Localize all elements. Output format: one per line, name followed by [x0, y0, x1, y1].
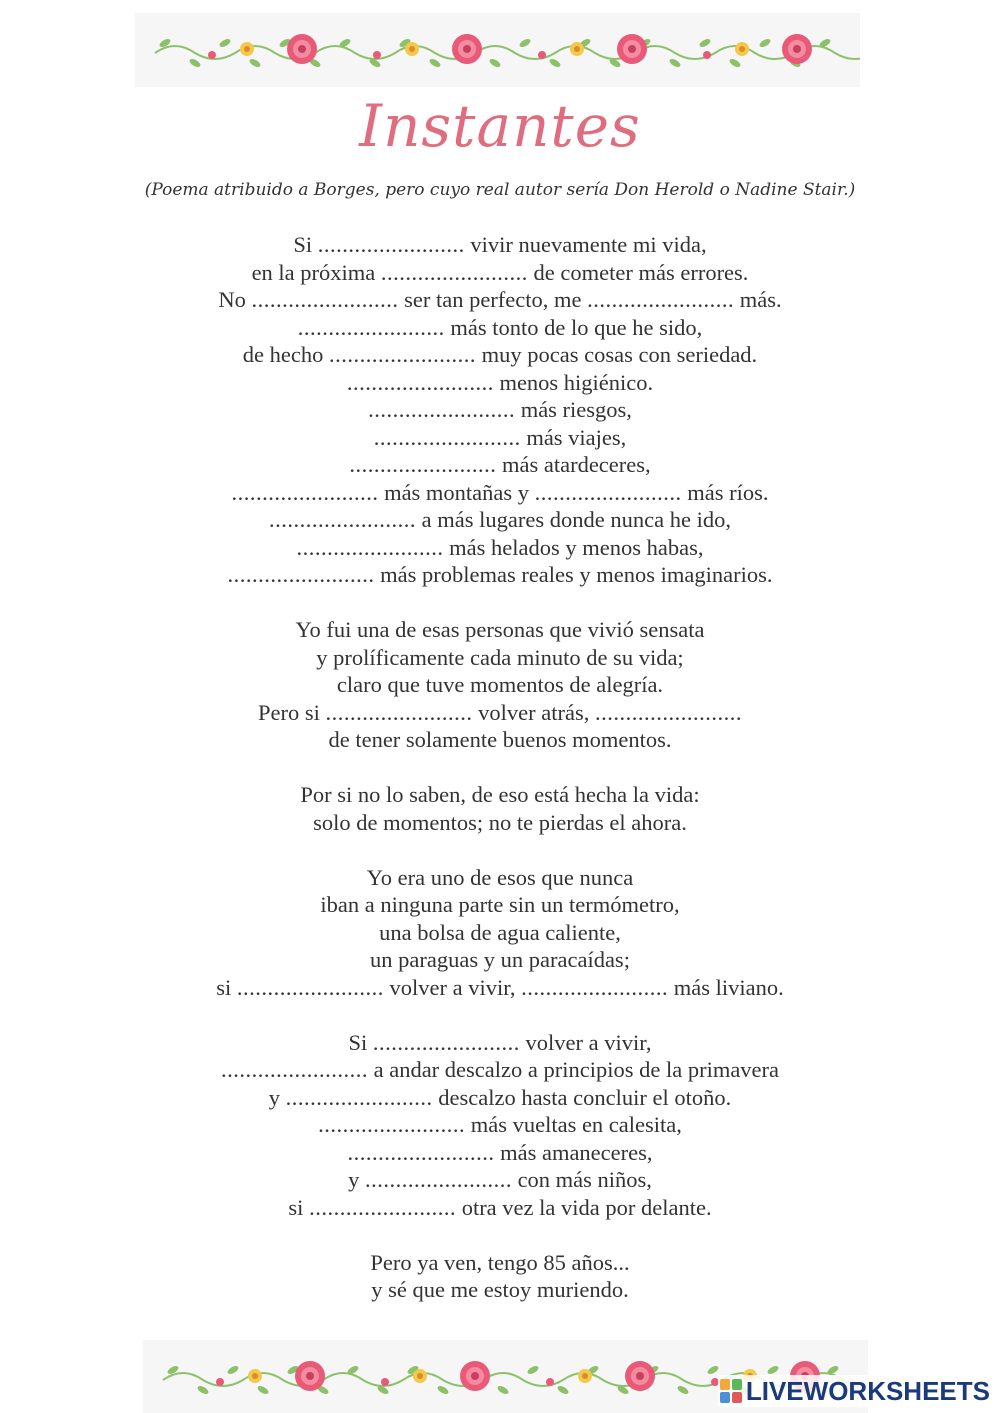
- fill-in-blank[interactable]: ........................: [347, 1139, 495, 1165]
- poem-line: [0, 1166, 1000, 1194]
- poem-text: más amaneceres,: [494, 1139, 653, 1165]
- fill-in-blank[interactable]: ........................: [325, 699, 473, 725]
- poem-text: más montañas y: [378, 479, 535, 505]
- poem-text: menos higiénico.: [493, 369, 654, 395]
- fill-in-blank[interactable]: ........................: [236, 974, 384, 1000]
- poem-text: a andar descalzo a principios de la primavera: [367, 1057, 780, 1082]
- poem-text: No: [218, 287, 252, 312]
- poem-text: descalzo hasta concluir el otoño.: [432, 1084, 732, 1110]
- poem-text: claro que tuve momentos de alegría.: [336, 672, 664, 697]
- poem-line: [0, 699, 1000, 727]
- poem-text: si: [216, 974, 237, 1000]
- poem-text: más tonto de lo que he sido,: [444, 314, 703, 340]
- top-floral-banner: [135, 13, 860, 87]
- poem-line: [0, 1194, 1000, 1222]
- poem-line: [0, 671, 1000, 699]
- fill-in-blank[interactable]: ........................: [368, 397, 516, 422]
- poem-text: con más niños,: [511, 1167, 652, 1192]
- poem-line: [0, 644, 1000, 672]
- fill-in-blank[interactable]: ........................: [329, 342, 477, 367]
- poem-text: volver a vivir,: [519, 1029, 652, 1055]
- poem-line: [0, 506, 1000, 534]
- poem-text: Por si no lo saben, de eso está hecha la vida:: [300, 782, 700, 807]
- fill-in-blank[interactable]: ........................: [309, 1194, 457, 1220]
- poem-text: y prolíficamente cada minuto de su vida;: [316, 644, 684, 670]
- poem-line: [0, 726, 1000, 754]
- poem-line: [0, 534, 1000, 562]
- poem-line: [0, 314, 1000, 342]
- liveworksheets-logo[interactable]: [718, 1375, 992, 1407]
- poem-text: Yo fui una de esas personas que vivió sensata: [295, 617, 705, 642]
- fill-in-blank[interactable]: ........................: [285, 1084, 433, 1110]
- poem-line: [0, 974, 1000, 1002]
- fill-in-blank[interactable]: ........................: [269, 507, 417, 532]
- poem-text: iban a ninguna parte sin un termómetro,: [320, 892, 680, 917]
- poem-line: [0, 1056, 1000, 1084]
- poem-text: Si: [293, 232, 318, 257]
- poem-text: más helados y menos habas,: [443, 534, 704, 560]
- poem-text: volver atrás,: [472, 699, 595, 725]
- fill-in-blank[interactable]: ........................: [364, 1167, 512, 1192]
- poem-line: [0, 891, 1000, 919]
- stanza: [0, 616, 1000, 754]
- poem-line: [0, 424, 1000, 452]
- poem-line: [0, 1084, 1000, 1112]
- poem-line: [0, 396, 1000, 424]
- fill-in-blank[interactable]: ........................: [587, 287, 735, 312]
- poem-line: [0, 1029, 1000, 1057]
- fill-in-blank[interactable]: ........................: [372, 1029, 520, 1055]
- poem-line: [0, 1249, 1000, 1277]
- poem-text: otra vez la vida por delante.: [456, 1194, 712, 1220]
- poem-line: [0, 341, 1000, 369]
- poem-line: [0, 259, 1000, 287]
- fill-in-blank[interactable]: ........................: [317, 232, 465, 257]
- poem-line: [0, 946, 1000, 974]
- poem-text: Yo era uno de esos que nunca: [366, 864, 634, 890]
- fill-in-blank[interactable]: ........................: [346, 369, 494, 395]
- floral-vine-icon: [135, 13, 860, 87]
- fill-in-blank[interactable]: ........................: [349, 452, 497, 477]
- poem-text: a más lugares donde nunca he ido,: [416, 507, 731, 532]
- stanza: [0, 231, 1000, 589]
- poem-text: volver a vivir,: [383, 974, 522, 1000]
- poem-text: ser tan perfecto, me: [398, 287, 588, 312]
- page-title: Instantes: [359, 92, 641, 160]
- poem-line: [0, 369, 1000, 397]
- fill-in-blank[interactable]: ........................: [227, 562, 375, 587]
- fill-in-blank[interactable]: ........................: [521, 974, 669, 1000]
- poem-text: más vueltas en calesita,: [465, 1112, 682, 1137]
- poem-line: [0, 781, 1000, 809]
- liveworksheets-logo-icon: [720, 1379, 742, 1403]
- poem-text: de hecho: [242, 342, 330, 367]
- poem-text: en la próxima: [251, 259, 381, 285]
- stanza: [0, 1249, 1000, 1304]
- fill-in-blank[interactable]: ........................: [534, 479, 682, 505]
- poem-text: de cometer más errores.: [527, 259, 749, 285]
- poem-text: vivir nuevamente mi vida,: [464, 232, 707, 257]
- poem-line: [0, 231, 1000, 259]
- poem-text: un paraguas y un paracaídas;: [370, 947, 630, 972]
- fill-in-blank[interactable]: ........................: [594, 699, 742, 725]
- fill-in-blank[interactable]: ........................: [220, 1057, 368, 1082]
- poem-line: [0, 809, 1000, 837]
- fill-in-blank[interactable]: ........................: [297, 314, 445, 340]
- poem-line: [0, 864, 1000, 892]
- poem-text: más viajes,: [520, 424, 627, 450]
- stanza: [0, 864, 1000, 1002]
- poem-text: y: [348, 1167, 365, 1192]
- fill-in-blank[interactable]: ........................: [373, 424, 521, 450]
- poem-text: más liviano.: [668, 974, 784, 1000]
- poem-line: [0, 919, 1000, 947]
- poem-text: una bolsa de agua caliente,: [379, 919, 621, 945]
- fill-in-blank[interactable]: ........................: [296, 534, 444, 560]
- stanza: [0, 781, 1000, 836]
- poem-line: [0, 1276, 1000, 1304]
- logo-text: LIVEWORKSHEETS: [745, 1375, 990, 1406]
- poem-line: [0, 616, 1000, 644]
- poem-text: más.: [734, 287, 782, 312]
- fill-in-blank[interactable]: ........................: [318, 1112, 466, 1137]
- poem-text: Si: [348, 1029, 373, 1055]
- page-subtitle: (Poema atribuido a Borges, pero cuyo real autor sería Don Herold o Nadine Stair.): [144, 180, 856, 200]
- poem-text: y sé que me estoy muriendo.: [371, 1277, 629, 1302]
- fill-in-blank[interactable]: ........................: [251, 287, 399, 312]
- poem-text: más riesgos,: [515, 397, 632, 422]
- poem-text: y: [268, 1084, 286, 1110]
- poem-text: si: [288, 1194, 310, 1220]
- poem: [0, 231, 1000, 1331]
- poem-line: [0, 286, 1000, 314]
- poem-text: Pero si: [258, 699, 326, 725]
- poem-line: [0, 479, 1000, 507]
- poem-line: [0, 1139, 1000, 1167]
- poem-text: muy pocas cosas con seriedad.: [476, 342, 758, 367]
- poem-text: más ríos.: [681, 479, 769, 505]
- poem-text: más atardeceres,: [496, 452, 651, 477]
- poem-line: [0, 1111, 1000, 1139]
- poem-line: [0, 561, 1000, 589]
- poem-text: solo de momentos; no te pierdas el ahora.: [313, 809, 687, 835]
- poem-text: de tener solamente buenos momentos.: [328, 727, 672, 752]
- stanza: [0, 1029, 1000, 1222]
- poem-line: [0, 451, 1000, 479]
- poem-text: más problemas reales y menos imaginarios.: [374, 562, 773, 587]
- fill-in-blank[interactable]: ........................: [380, 259, 528, 285]
- fill-in-blank[interactable]: ........................: [231, 479, 379, 505]
- poem-text: Pero ya ven, tengo 85 años...: [370, 1249, 630, 1275]
